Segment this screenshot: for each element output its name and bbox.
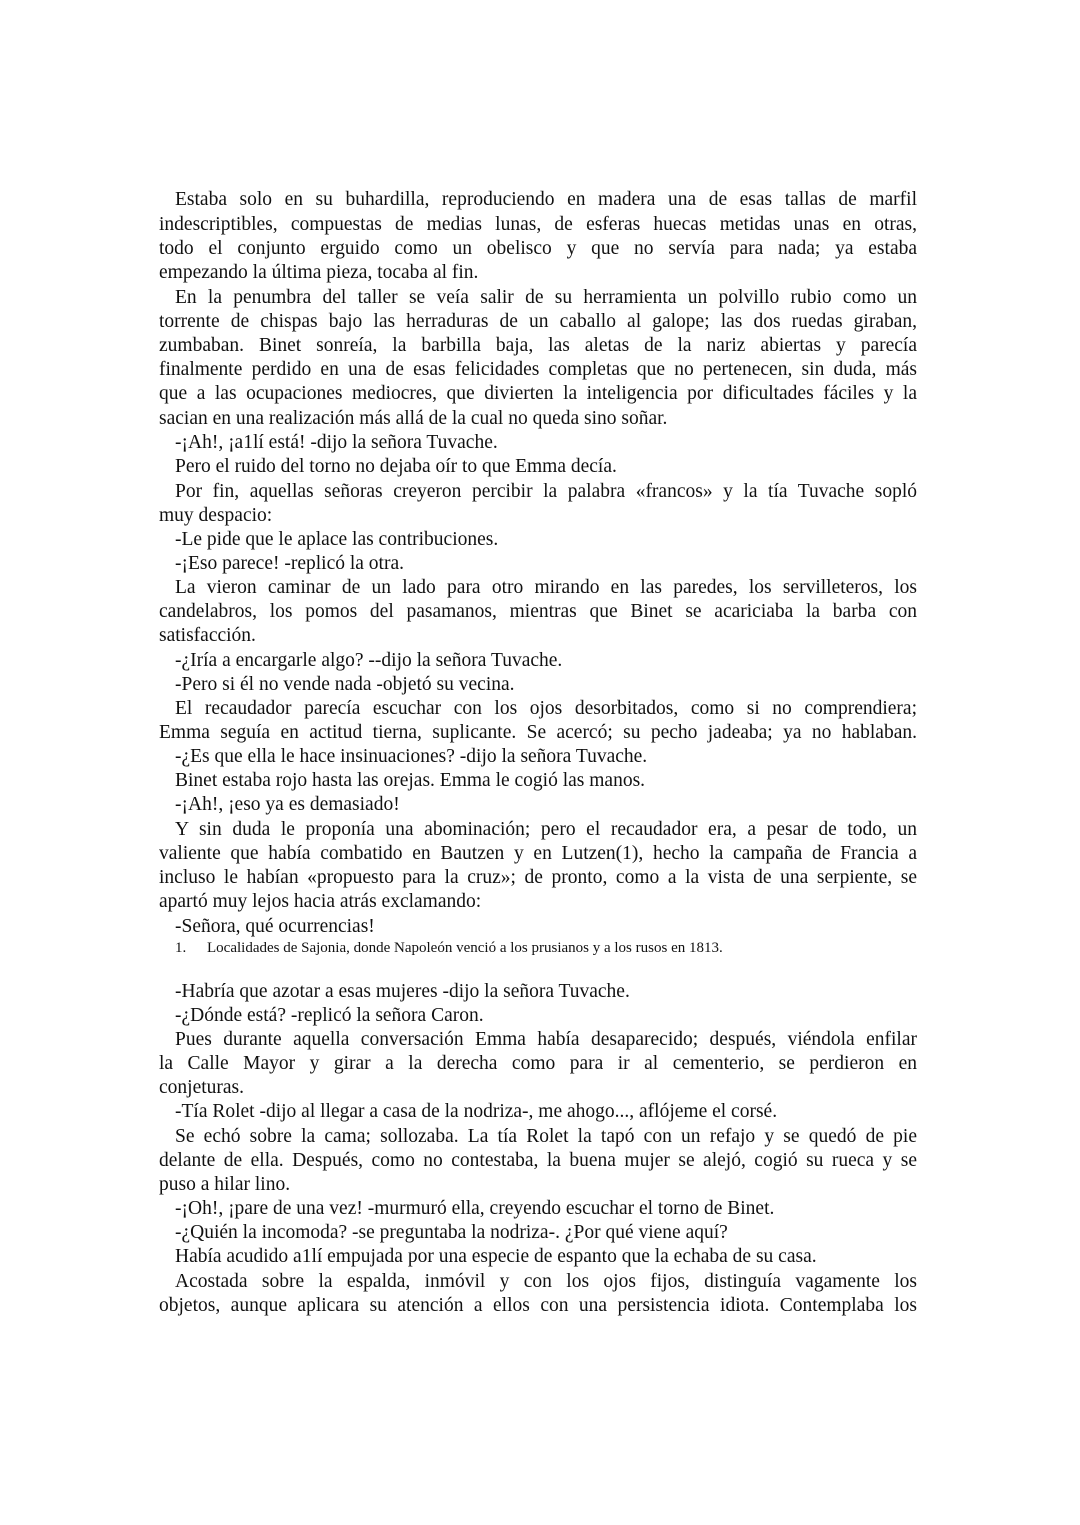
text-line: En la penumbra del taller se veía salir de su herramienta un polvillo rubio como un bbox=[175, 287, 917, 308]
text-line: -Tía Rolet -dijo al llegar a casa de la nodriza-, me ahogo..., aflójeme el corsé. bbox=[175, 1101, 778, 1122]
text-line: Se echó sobre la cama; sollozaba. La tía Rolet la tapó con un refajo y se quedó de pie bbox=[175, 1126, 917, 1147]
text-line: muy despacio: bbox=[159, 505, 273, 526]
text-line: -¡Oh!, ¡pare de una vez! -murmuró ella, creyendo escuchar el torno de Binet. bbox=[175, 1198, 775, 1219]
text-line: indescriptibles, compuestas de medias lunas, de esferas huecas metidas unas en otras, bbox=[159, 214, 917, 235]
footnote-number: 1. bbox=[175, 940, 187, 956]
text-line: incluso le habían «propuesto para la cruz»; de pronto, como a la vista de una serpiente, se bbox=[159, 867, 917, 888]
text-line: Pero el ruido del torno no dejaba oír to que Emma decía. bbox=[175, 456, 617, 477]
text-line: candelabros, los pomos del pasamanos, mientras que Binet se acariciaba la barba con bbox=[159, 601, 917, 622]
text-line: Estaba solo en su buhardilla, reproduciendo en madera una de esas tallas de marfil bbox=[175, 189, 917, 210]
text-line: Y sin duda le proponía una abominación; pero el recaudador era, a pesar de todo, un bbox=[175, 819, 917, 840]
text-line: finalmente perdido en una de esas felicidades completas que no pertenecen, sin duda, más bbox=[159, 359, 917, 380]
text-line: delante de ella. Después, como no contestaba, la buena mujer se alejó, cogió su rueca y se bbox=[159, 1150, 917, 1171]
text-line: Había acudido a1lí empujada por una especie de espanto que la echaba de su casa. bbox=[175, 1246, 817, 1267]
text-line: objetos, aunque aplicara su atención a ellos con una persistencia idiota. Contemplaba los bbox=[159, 1295, 917, 1316]
text-line: -¿Iría a encargarle algo? --dijo la señora Tuvache. bbox=[175, 650, 563, 671]
text-line: -¿Dónde está? -replicó la señora Caron. bbox=[175, 1005, 484, 1026]
text-line: -¡Eso parece! -replicó la otra. bbox=[175, 553, 404, 574]
text-line: -Habría que azotar a esas mujeres -dijo la señora Tuvache. bbox=[175, 981, 630, 1002]
text-line: -¿Es que ella le hace insinuaciones? -dijo la señora Tuvache. bbox=[175, 746, 648, 767]
text-line: Por fin, aquellas señoras creyeron percibir la palabra «francos» y la tía Tuvache sopló bbox=[175, 481, 917, 502]
text-line: valiente que había combatido en Bautzen y en Lutzen(1), hecho la campaña de Francia a bbox=[159, 843, 917, 864]
text-line: sacian en una realización más allá de la cual no queda sino soñar. bbox=[159, 408, 668, 429]
text-line: -Señora, qué ocurrencias! bbox=[175, 916, 375, 937]
text-line: Pues durante aquella conversación Emma había desaparecido; después, viéndola enfilar bbox=[175, 1029, 917, 1050]
text-line: la Calle Mayor y girar a la derecha como para ir al cementerio, se perdieron en bbox=[159, 1053, 917, 1074]
text-line: satisfacción. bbox=[159, 625, 256, 646]
text-line: apartó muy lejos hacia atrás exclamando: bbox=[159, 891, 482, 912]
text-line: Acostada sobre la espalda, inmóvil y con los ojos fijos, distinguía vagamente los bbox=[175, 1271, 917, 1292]
text-line: Binet estaba rojo hasta las orejas. Emma le cogió las manos. bbox=[175, 770, 646, 791]
text-line: conjeturas. bbox=[159, 1077, 245, 1098]
text-line: -Le pide que le aplace las contribuciones. bbox=[175, 529, 499, 550]
text-line: torrente de chispas bajo las herraduras de un caballo al galope; las dos ruedas giraban, bbox=[159, 311, 917, 332]
text-line: -¡Ah!, ¡a1lí está! -dijo la señora Tuvache. bbox=[175, 432, 498, 453]
text-line: zumbaban. Binet sonreía, la barbilla baja, las aletas de la nariz abiertas y parecía bbox=[159, 335, 917, 356]
text-line: -¡Ah!, ¡eso ya es demasiado! bbox=[175, 794, 400, 815]
text-line: El recaudador parecía escuchar con los ojos desorbitados, como si no comprendiera; bbox=[175, 698, 917, 719]
text-line: -¿Quién la incomoda? -se preguntaba la nodriza-. ¿Por qué viene aquí? bbox=[175, 1222, 728, 1243]
text-line: todo el conjunto erguido como un obelisco y que no servía para nada; ya estaba bbox=[159, 238, 917, 259]
text-line: Emma seguía en actitud tierna, suplicante. Se acercó; su pecho jadeaba; ya no hablaban. bbox=[159, 722, 917, 743]
text-line: que a las ocupaciones mediocres, que divierten la inteligencia por dificultades fáciles y la bbox=[159, 383, 917, 404]
text-line: -Pero si él no vende nada -objetó su vecina. bbox=[175, 674, 515, 695]
text-line: La vieron caminar de un lado para otro mirando en las paredes, los servilleteros, los bbox=[175, 577, 917, 598]
footnote bbox=[175, 938, 723, 958]
text-line: empezando la última pieza, tocaba al fin. bbox=[159, 262, 479, 283]
footnote-text: Localidades de Sajonia, donde Napoleón venció a los prusianos y a los rusos en 1813. bbox=[207, 940, 723, 956]
text-line: puso a hilar lino. bbox=[159, 1174, 291, 1195]
